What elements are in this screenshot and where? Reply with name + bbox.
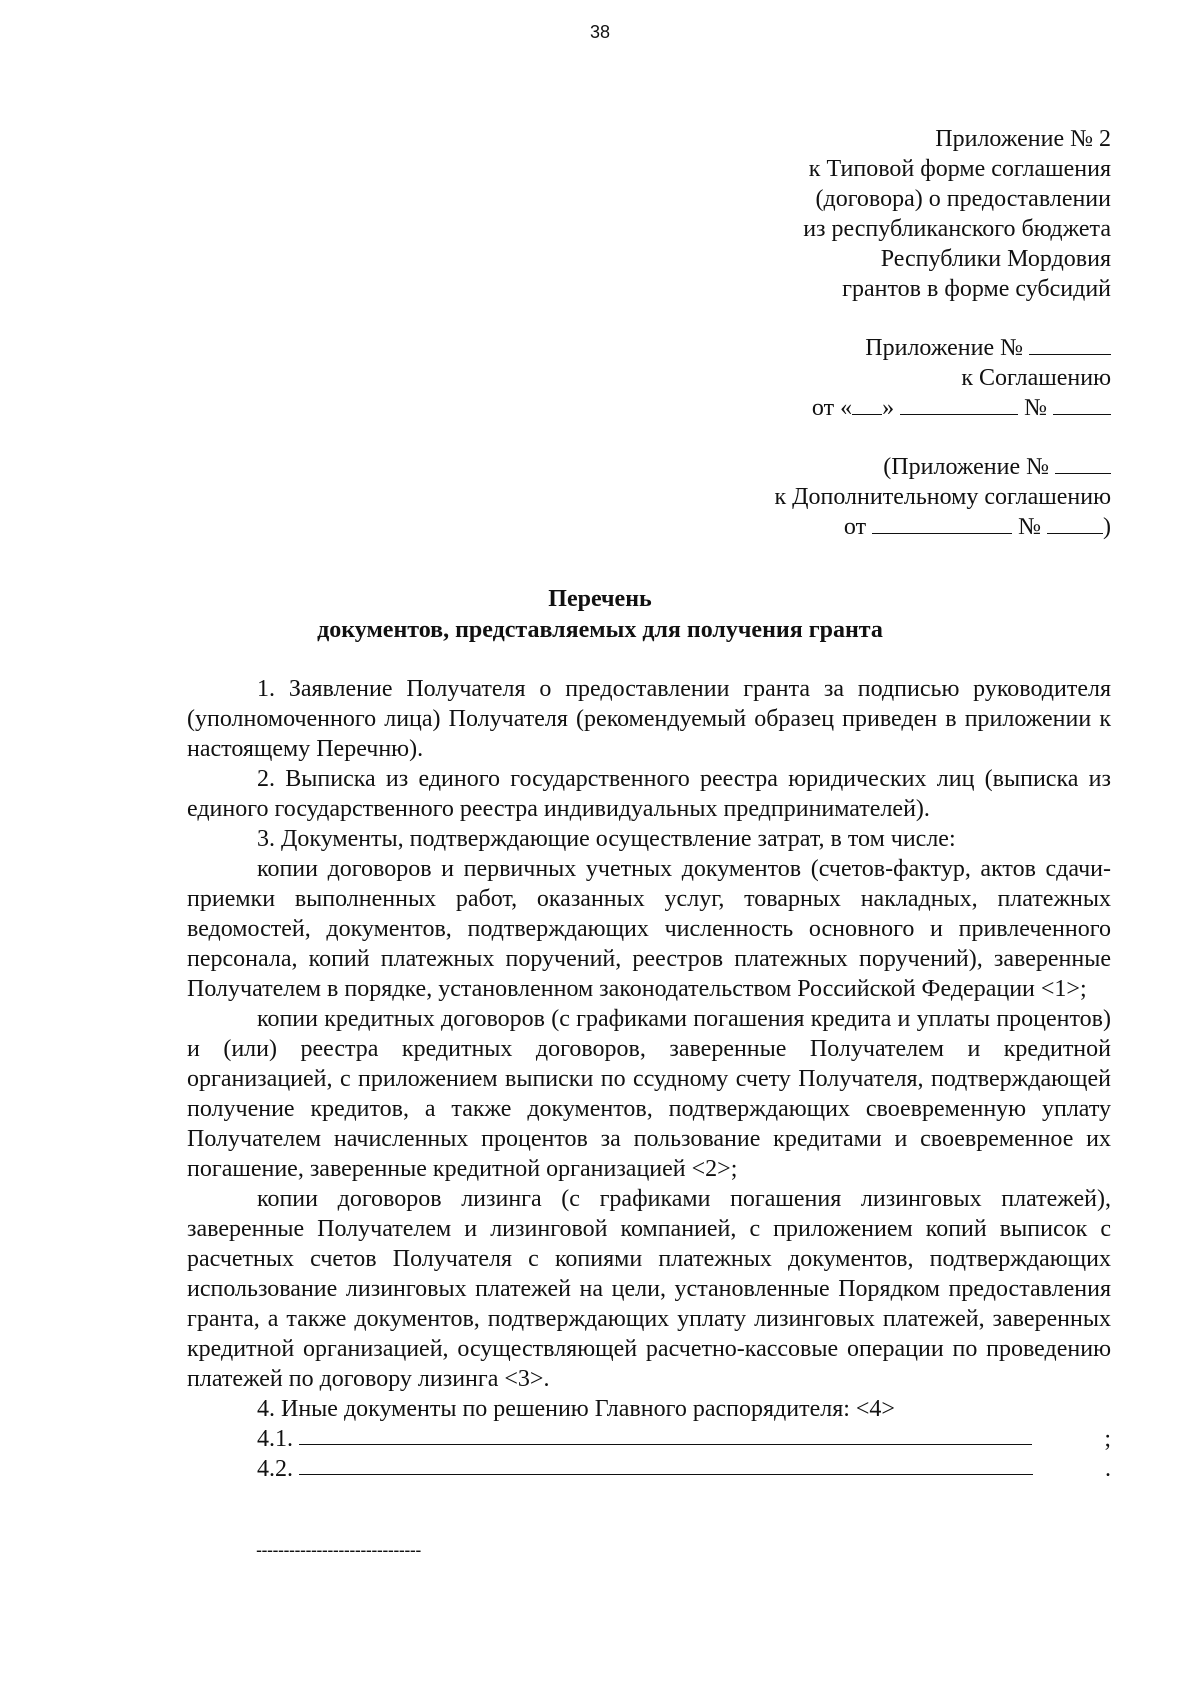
agreement-appendix-line [631,333,1111,363]
document-title [0,584,1200,646]
addl-appendix-label: (Приложение № [883,454,1049,480]
number-sign: № [1024,395,1047,421]
fill-item-label: 4.2. [257,1456,293,1482]
appendix-line: (договора) о предоставлении [815,186,1111,212]
agreement-date-line [631,393,1111,423]
fill-blank [299,1454,1033,1475]
agreement-appendix-label: Приложение № [865,335,1023,361]
document-body [187,674,1111,1484]
to-agreement-line: к Соглашению [961,365,1111,391]
appendix-line: Приложение № 2 [935,126,1111,152]
paragraph-3-contracts: копии договоров и первичных учетных документов (счетов-фактур, актов сдачи-приемки выполненных работ, оказанных услуг, товарных накладных, платежных ведомостей, документов, подтверждающих численность основного и привлеченного персонала, копий платежных поручений, реестров платежных поручений), заверенные Получателем в порядке, установленном законодательством Российской Федерации <1>; [187,856,1111,1002]
appendix-line: к Типовой форме соглашения [808,156,1111,182]
blank-field [872,513,1012,534]
addl-date-line [631,512,1111,542]
from-close: » [882,395,895,421]
from-prefix: от « [811,395,853,421]
title-line-1: Перечень [548,586,652,612]
appendix-line: из республиканского бюджета [803,216,1111,242]
to-addl-agreement-line: к Дополнительному соглашению [774,484,1111,510]
blank-field [852,394,882,415]
blank-field [1029,334,1111,355]
appendix-header [631,124,1111,542]
close-paren: ) [1103,514,1111,540]
paragraph-3-leasing: копии договоров лизинга (с графиками погашения лизинговых платежей), заверенные Получателем и лизинговой компанией, с приложением копий выписок с расчетных счетов Получателя с копиями платежных документов, подтверждающих использование лизинговых платежей на цели, установленные Порядком предоставления гранта, а также документов, подтверждающих уплату лизинговых платежей, заверенных кредитной организацией, осуществляющей расчетно-кассовые операции по проведению платежей по договору лизинга <3>. [187,1186,1111,1392]
paragraph-3: 3. Документы, подтверждающие осуществление затрат, в том числе: [257,826,956,852]
fill-item-end: ; [1104,1426,1111,1452]
fill-blank [299,1424,1032,1445]
paragraph-3-credits: копии кредитных договоров (с графиками погашения кредита и уплаты процентов) и (или) реестра кредитных договоров, заверенные Получателем и кредитной организацией, с приложением выписки по ссудному счету Получателя, подтверждающей получение кредитов, а также документов, подтверждающих своевременную уплату Получателем начисленных процентов за пользование кредитами и своевременное их погашение, заверенные кредитной организацией <2>; [187,1006,1111,1182]
title-line-2: документов, представляемых для получения гранта [317,617,883,643]
appendix-line: Республики Мордовия [880,246,1111,272]
footnote-separator: ------------------------------ [256,1540,421,1560]
fill-item-end: . [1105,1456,1111,1482]
blank-field [1047,513,1103,534]
paragraph-4: 4. Иные документы по решению Главного распорядителя: <4> [257,1396,895,1422]
fill-item-label: 4.1. [257,1426,293,1452]
from-word: от [843,514,867,540]
fill-item-4-2 [187,1454,1111,1484]
paragraph-1: 1. Заявление Получателя о предоставлении гранта за подписью руководителя (уполномоченного лица) Получателя (рекомендуемый образец приведен в приложении к настоящему Перечню). [187,676,1111,762]
number-sign: № [1018,514,1041,540]
fill-item-4-1 [187,1424,1111,1454]
blank-field [1055,453,1111,474]
addl-appendix-line [631,452,1111,482]
appendix-line: грантов в форме субсидий [842,276,1111,302]
paragraph-2: 2. Выписка из единого государственного реестра юридических лиц (выписка из единого государственного реестра индивидуальных предпринимателей). [187,766,1111,822]
blank-field [900,394,1018,415]
blank-field [1053,394,1111,415]
page-number: 38 [589,22,611,42]
